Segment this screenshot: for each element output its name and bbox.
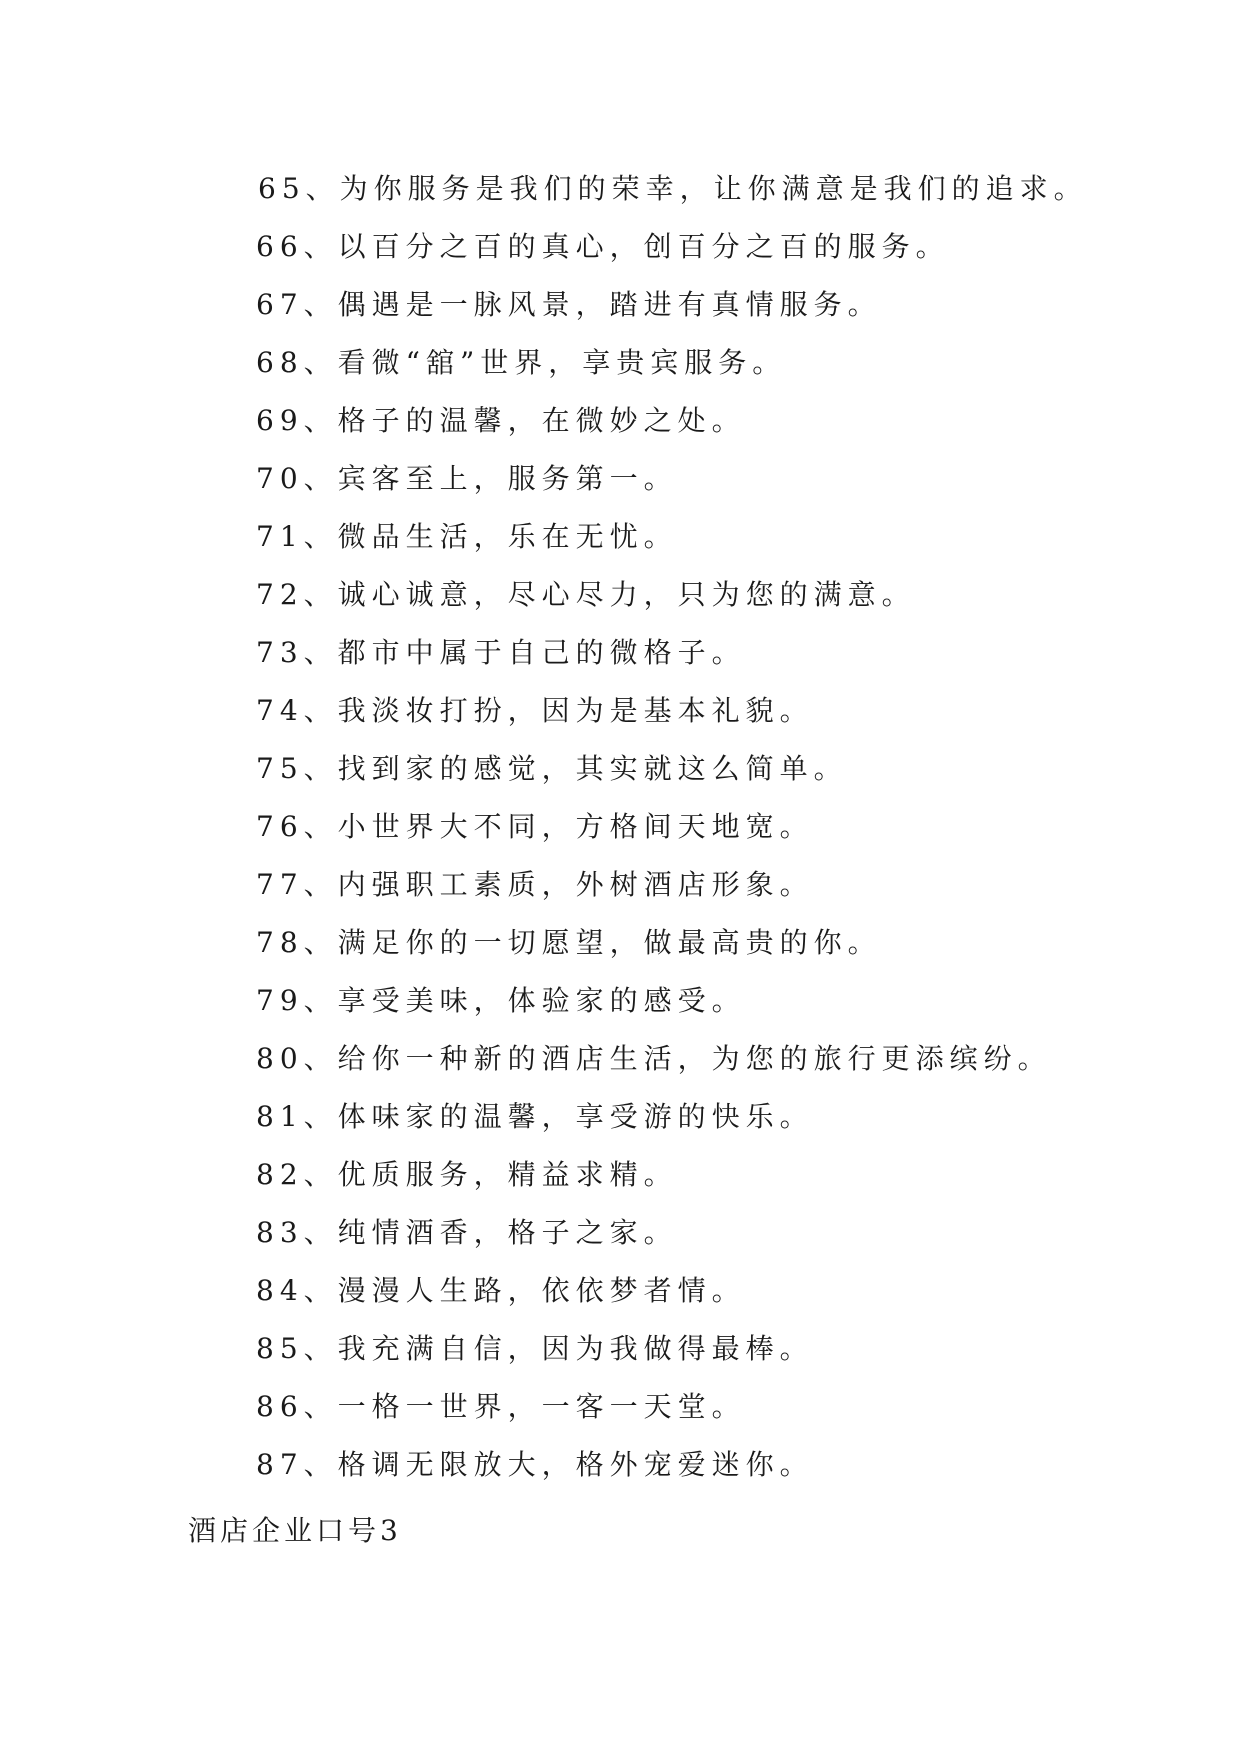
slogan-item: 78、满足你的一切愿望，做最高贵的你。 bbox=[256, 926, 882, 959]
slogan-item: 86、一格一世界，一客一天堂。 bbox=[256, 1390, 746, 1423]
slogan-item: 71、微品生活，乐在无忧。 bbox=[256, 520, 678, 553]
slogan-item: 72、诚心诚意，尽心尽力，只为您的满意。 bbox=[256, 578, 916, 611]
slogan-item: 66、以百分之百的真心，创百分之百的服务。 bbox=[256, 230, 950, 263]
slogan-list bbox=[256, 160, 1088, 1494]
slogan-item: 87、格调无限放大，格外宠爱迷你。 bbox=[256, 1448, 814, 1481]
slogan-item: 65、为你服务是我们的荣幸，让你满意是我们的追求。 bbox=[258, 172, 1088, 205]
slogan-item: 84、漫漫人生路，依依梦者情。 bbox=[256, 1274, 746, 1307]
slogan-item: 70、宾客至上，服务第一。 bbox=[256, 462, 678, 495]
slogan-item: 81、体味家的温馨，享受游的快乐。 bbox=[256, 1100, 814, 1133]
slogan-item: 68、看微“舘”世界，享贵宾服务。 bbox=[256, 346, 787, 379]
slogan-item: 67、偶遇是一脉风景，踏进有真情服务。 bbox=[256, 288, 882, 321]
slogan-item: 85、我充满自信，因为我做得最棒。 bbox=[256, 1332, 814, 1365]
slogan-item: 76、小世界大不同，方格间天地宽。 bbox=[256, 810, 814, 843]
slogan-item: 77、内强职工素质，外树酒店形象。 bbox=[256, 868, 814, 901]
slogan-item: 82、优质服务，精益求精。 bbox=[256, 1158, 678, 1191]
slogan-item: 69、格子的温馨，在微妙之处。 bbox=[256, 404, 746, 437]
slogan-item: 80、给你一种新的酒店生活，为您的旅行更添缤纷。 bbox=[256, 1042, 1052, 1075]
slogan-item: 83、纯情酒香，格子之家。 bbox=[256, 1216, 678, 1249]
slogan-item: 75、找到家的感觉，其实就这么简单。 bbox=[256, 752, 848, 785]
slogan-item: 73、都市中属于自己的微格子。 bbox=[256, 636, 746, 669]
slogan-item: 79、享受美味，体验家的感受。 bbox=[256, 984, 746, 1017]
slogan-item: 74、我淡妆打扮，因为是基本礼貌。 bbox=[256, 694, 814, 727]
section-heading: 酒店企业口号3 bbox=[188, 1514, 402, 1547]
